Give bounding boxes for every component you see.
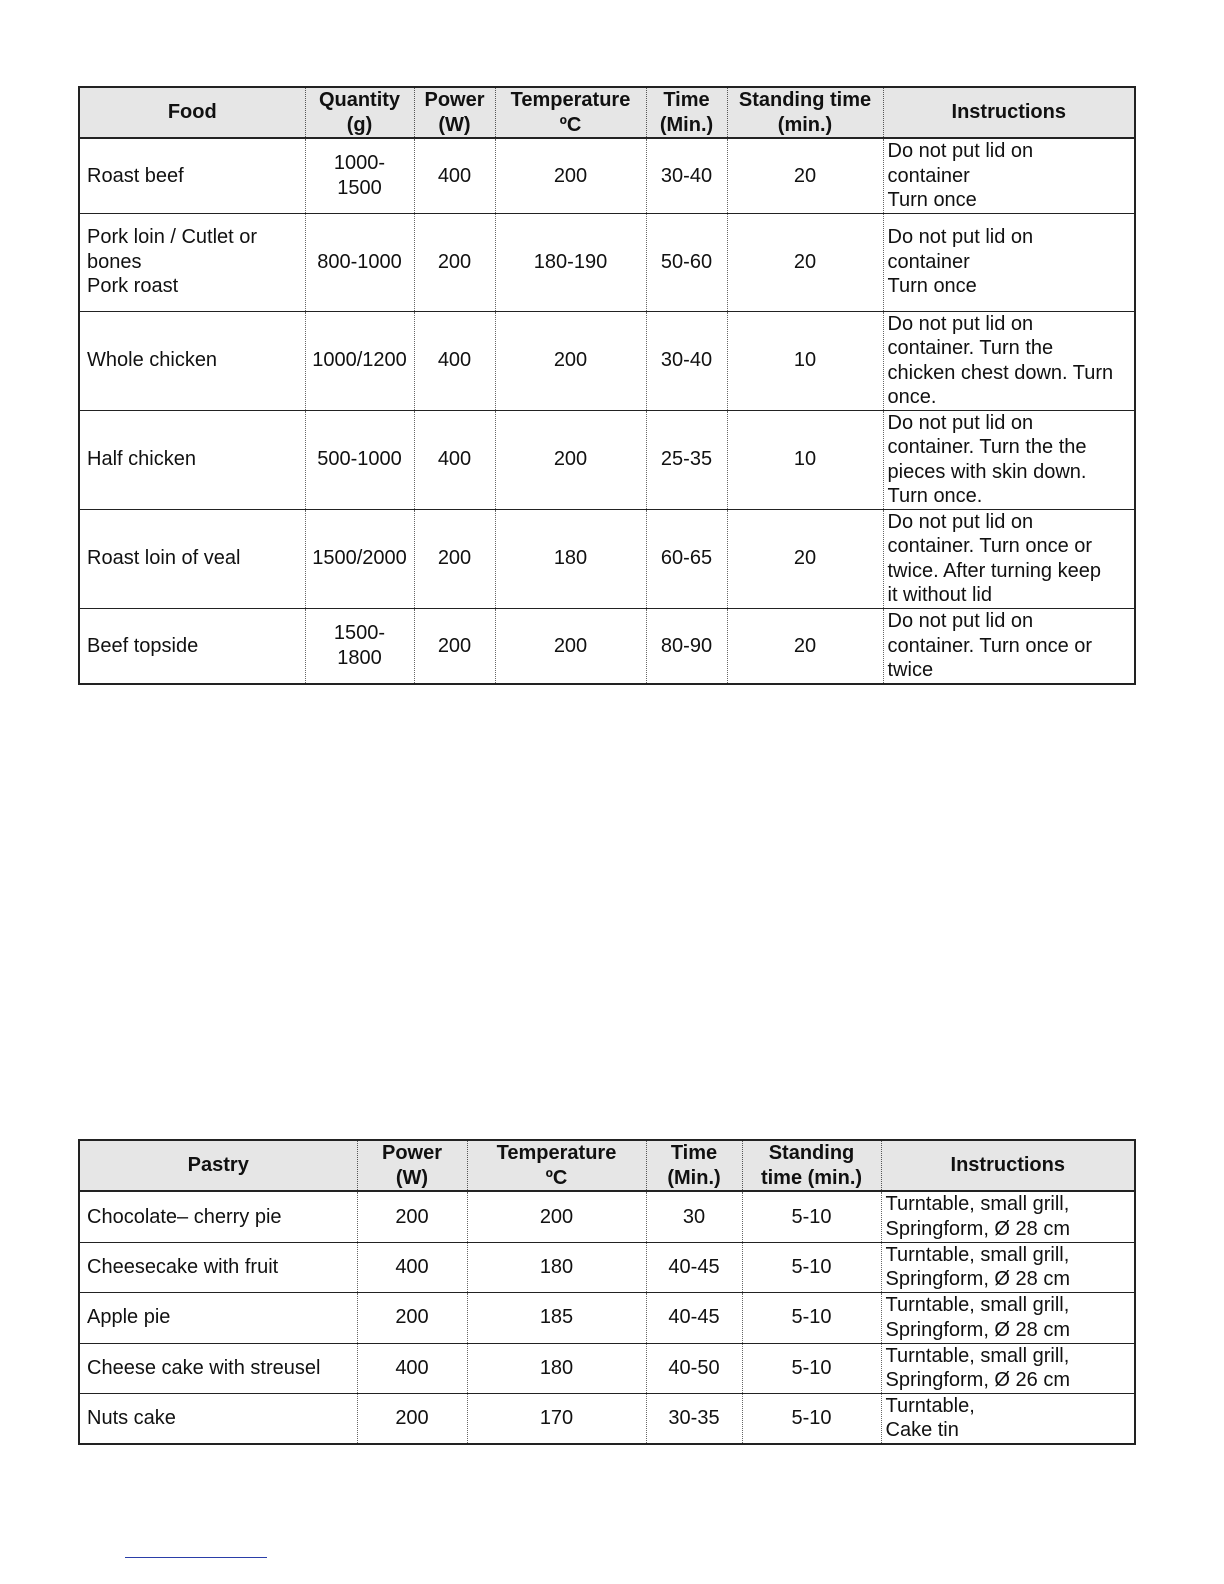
food-cell (79, 410, 305, 509)
column-header-line1: Standing time (738, 89, 872, 111)
instructions-cell (883, 138, 1135, 213)
column-header (742, 1140, 881, 1191)
column-header-line2: (Min.) (667, 1166, 721, 1189)
instructions-cell (881, 1393, 1135, 1444)
food-line: Pork roast (87, 275, 179, 298)
instructions-line: container. Turn once or (887, 535, 1093, 557)
instructions-line: Turntable, small grill, (885, 1294, 1070, 1316)
instructions-line: Springform, Ø 28 cm (885, 1268, 1071, 1290)
time-cell: 30-40 (646, 311, 727, 410)
column-header-line1: Quantity (318, 89, 401, 111)
power-cell: 400 (414, 138, 495, 213)
instructions-line: Turn once. (887, 485, 983, 507)
standing-time-cell: 10 (727, 311, 883, 410)
meat-table-header-row (79, 87, 1135, 138)
table-row (79, 509, 1135, 608)
table-row (79, 1393, 1135, 1444)
power-cell: 400 (414, 410, 495, 509)
instructions-line: Turntable, (885, 1394, 975, 1417)
column-header-line1: Instructions (951, 101, 1066, 124)
column-header-line1: Pastry (187, 1154, 249, 1177)
standing-time-cell: 5-10 (742, 1191, 881, 1242)
instructions-line: Do not put lid on (887, 610, 1034, 632)
standing-time-cell: 5-10 (742, 1343, 881, 1393)
power-cell: 200 (414, 509, 495, 608)
instructions-line: Do not put lid on (887, 226, 1034, 249)
food-line: Half chicken (87, 448, 196, 471)
quantity-line: 1500- (333, 622, 386, 645)
column-header-line1: Power (381, 1142, 443, 1164)
standing-time-cell: 20 (727, 138, 883, 213)
food-line: Pork loin / Cutlet or (87, 226, 258, 249)
standing-time-cell: 10 (727, 410, 883, 509)
quantity-cell (305, 311, 414, 410)
quantity-line: 1800 (337, 646, 382, 669)
instructions-line: once. (887, 386, 937, 408)
table-row (79, 1191, 1135, 1242)
column-header (467, 1140, 646, 1191)
temperature-cell: 200 (495, 311, 646, 410)
column-header-line1: Temperature (496, 1142, 617, 1164)
temperature-cell: 200 (467, 1191, 646, 1242)
food-line: Roast beef (87, 164, 184, 187)
instructions-line: Springform, Ø 26 cm (885, 1369, 1071, 1391)
column-header (646, 1140, 742, 1191)
temperature-cell: 200 (495, 138, 646, 213)
time-cell: 40-45 (646, 1292, 742, 1343)
standing-time-cell: 20 (727, 509, 883, 608)
quantity-line: 500-1000 (317, 448, 402, 471)
column-header-line1: Power (424, 89, 485, 111)
food-line: Roast loin of veal (87, 547, 241, 570)
quantity-cell (305, 213, 414, 311)
table-row (79, 1292, 1135, 1343)
time-cell: 30-40 (646, 138, 727, 213)
quantity-cell (305, 608, 414, 684)
standing-time-cell: 5-10 (742, 1292, 881, 1343)
standing-time-cell: 20 (727, 608, 883, 684)
column-header (79, 87, 305, 138)
table-row (79, 311, 1135, 410)
column-header-line1: Instructions (950, 1154, 1065, 1177)
quantity-line: 800-1000 (317, 250, 402, 273)
table-row (79, 1343, 1135, 1393)
instructions-cell (881, 1191, 1135, 1242)
power-cell: 200 (414, 213, 495, 311)
column-header (79, 1140, 357, 1191)
instructions-line: Turntable, small grill, (885, 1193, 1070, 1216)
instructions-cell (883, 311, 1135, 410)
time-cell: 25-35 (646, 410, 727, 509)
time-cell: 40-45 (646, 1242, 742, 1292)
food-cell (79, 138, 305, 213)
instructions-cell (881, 1343, 1135, 1393)
food-cell (79, 311, 305, 410)
power-cell: 200 (414, 608, 495, 684)
instructions-line: twice (887, 659, 934, 681)
table-row (79, 138, 1135, 213)
instructions-line: Turntable, small grill, (885, 1243, 1070, 1266)
instructions-line: container (887, 250, 970, 273)
column-header-line2: (Min.) (659, 113, 714, 136)
power-cell: 400 (414, 311, 495, 410)
column-header-line2: ºC (559, 113, 582, 136)
food-cell (79, 213, 305, 311)
instructions-line: it without lid (887, 584, 992, 606)
table-row (79, 1242, 1135, 1292)
table-row (79, 608, 1135, 684)
instructions-line: Springform, Ø 28 cm (885, 1217, 1071, 1240)
quantity-line: 1500 (337, 176, 382, 199)
instructions-line: container. Turn the the (887, 436, 1087, 458)
temperature-cell: 200 (495, 410, 646, 509)
temperature-cell: 180-190 (495, 213, 646, 311)
column-header-line2: (W) (438, 113, 471, 136)
instructions-line: Turn once (887, 189, 977, 211)
power-cell: 400 (357, 1242, 467, 1292)
food-line: Beef topside (87, 634, 199, 657)
power-cell: 400 (357, 1343, 467, 1393)
instructions-cell (883, 608, 1135, 684)
instructions-line: Do not put lid on (887, 510, 1034, 533)
instructions-cell (881, 1242, 1135, 1292)
column-header-line1: Temperature (510, 89, 631, 111)
instructions-line: Do not put lid on (887, 411, 1034, 434)
time-cell: 80-90 (646, 608, 727, 684)
time-cell: 30-35 (646, 1393, 742, 1444)
column-header-line1: Time (670, 1142, 718, 1164)
meat-cooking-table (78, 86, 1136, 685)
temperature-cell: 170 (467, 1393, 646, 1444)
instructions-line: Turntable, small grill, (885, 1344, 1070, 1367)
temperature-cell: 200 (495, 608, 646, 684)
time-cell: 30 (646, 1191, 742, 1242)
pastry-cell: Chocolate– cherry pie (79, 1191, 357, 1242)
power-cell: 200 (357, 1393, 467, 1444)
temperature-cell: 180 (467, 1242, 646, 1292)
instructions-cell (881, 1292, 1135, 1343)
instructions-line: Springform, Ø 28 cm (885, 1318, 1071, 1341)
standing-time-cell: 20 (727, 213, 883, 311)
column-header (495, 87, 646, 138)
column-header (414, 87, 495, 138)
temperature-cell: 185 (467, 1292, 646, 1343)
column-header-line1: Time (663, 89, 710, 111)
column-header-line1: Standing (768, 1142, 855, 1164)
power-cell: 200 (357, 1191, 467, 1242)
food-line: Whole chicken (87, 349, 218, 372)
standing-time-cell: 5-10 (742, 1242, 881, 1292)
instructions-line: container. Turn the (887, 337, 1054, 359)
column-header (883, 87, 1135, 138)
quantity-cell (305, 509, 414, 608)
quantity-line: 1500/2000 (312, 547, 407, 570)
column-header-line2: (min.) (777, 113, 833, 136)
column-header-line1: Food (167, 101, 217, 124)
food-line: bones (87, 250, 142, 273)
pastry-cell: Apple pie (79, 1292, 357, 1343)
instructions-line: Turn once (887, 275, 977, 298)
food-cell (79, 608, 305, 684)
instructions-cell (883, 509, 1135, 608)
time-cell: 50-60 (646, 213, 727, 311)
time-cell: 40-50 (646, 1343, 742, 1393)
table-row (79, 410, 1135, 509)
table-row (79, 213, 1135, 311)
quantity-line: 1000/1200 (312, 349, 407, 372)
food-cell (79, 509, 305, 608)
instructions-cell (883, 213, 1135, 311)
instructions-line: container (887, 164, 970, 187)
time-cell: 60-65 (646, 509, 727, 608)
quantity-cell (305, 138, 414, 213)
instructions-line: twice. After turning keep (887, 559, 1101, 582)
power-cell: 200 (357, 1292, 467, 1343)
column-header-line2: (W) (395, 1166, 429, 1189)
instructions-line: container. Turn once or (887, 634, 1093, 657)
column-header-line2: ºC (545, 1166, 568, 1189)
instructions-cell (883, 410, 1135, 509)
column-header (646, 87, 727, 138)
standing-time-cell: 5-10 (742, 1393, 881, 1444)
instructions-line: pieces with skin down. (887, 460, 1087, 483)
footnote-separator-line (125, 1557, 267, 1558)
column-header-line2: time (min.) (760, 1166, 863, 1189)
quantity-cell (305, 410, 414, 509)
instructions-line: Do not put lid on (887, 312, 1034, 335)
pastry-cooking-table (78, 1139, 1136, 1445)
column-header (357, 1140, 467, 1191)
instructions-line: chicken chest down. Turn (887, 361, 1114, 384)
column-header (727, 87, 883, 138)
pastry-cell: Cheese cake with streusel (79, 1343, 357, 1393)
column-header (881, 1140, 1135, 1191)
pastry-cell: Cheesecake with fruit (79, 1242, 357, 1292)
pastry-cell: Nuts cake (79, 1393, 357, 1444)
instructions-line: Cake tin (885, 1419, 959, 1441)
quantity-line: 1000- (333, 152, 386, 175)
pastry-table-header-row (79, 1140, 1135, 1191)
temperature-cell: 180 (495, 509, 646, 608)
column-header (305, 87, 414, 138)
temperature-cell: 180 (467, 1343, 646, 1393)
instructions-line: Do not put lid on (887, 140, 1034, 162)
column-header-line2: (g) (346, 113, 373, 136)
